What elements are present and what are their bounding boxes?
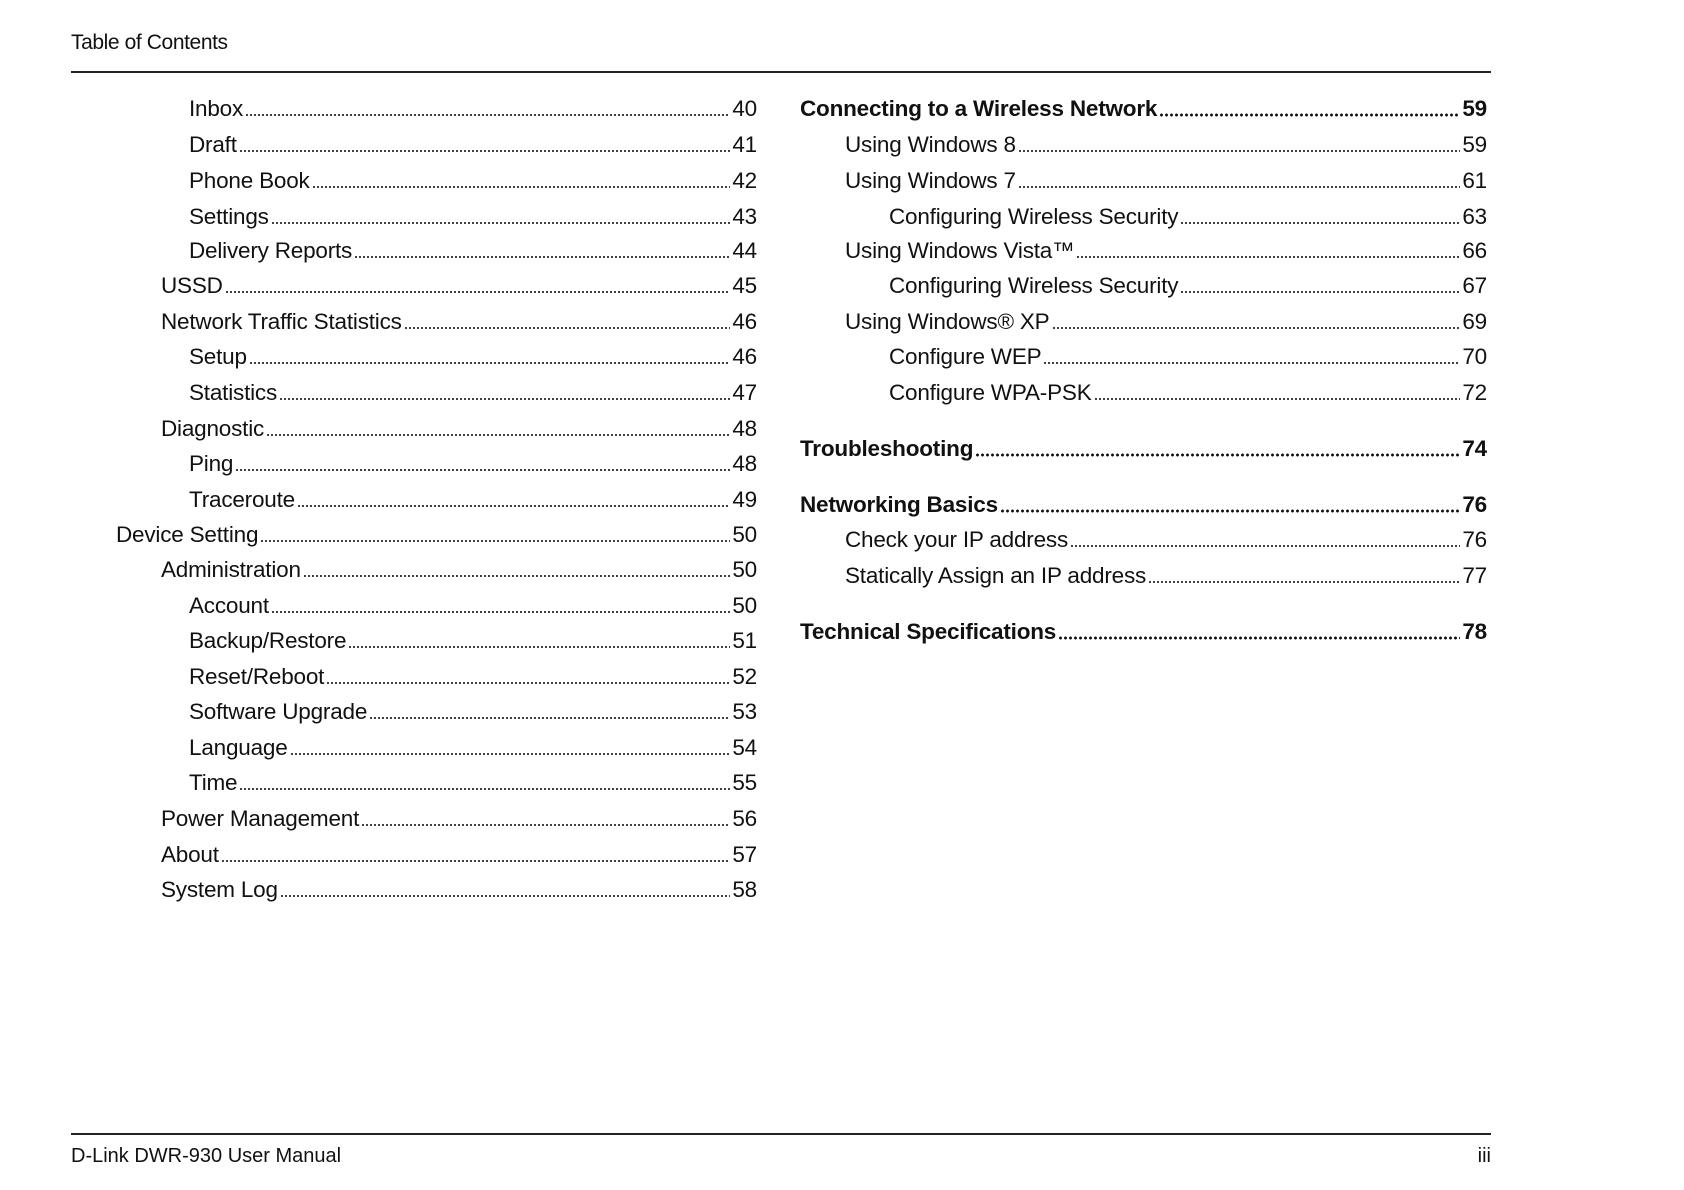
toc-entry-page: 43 bbox=[732, 204, 757, 229]
toc-entry[interactable] bbox=[189, 449, 757, 479]
toc-entry[interactable] bbox=[845, 307, 1487, 337]
toc-entry[interactable] bbox=[161, 307, 757, 337]
toc-entry-label: Administration bbox=[161, 557, 301, 582]
toc-entry-label: About bbox=[161, 842, 219, 867]
dot-leader bbox=[260, 539, 730, 543]
toc-entry[interactable] bbox=[189, 697, 757, 727]
dot-leader bbox=[303, 574, 731, 578]
toc-entry-label: System Log bbox=[161, 877, 278, 902]
toc-entry[interactable] bbox=[189, 378, 757, 408]
dot-leader bbox=[239, 149, 731, 153]
footer-divider bbox=[71, 1133, 1491, 1135]
toc-entry-page: 46 bbox=[732, 309, 757, 334]
toc-entry-label: Inbox bbox=[189, 96, 244, 121]
toc-entry-label: Account bbox=[189, 593, 269, 618]
toc-entry-label: Software Upgrade bbox=[189, 699, 368, 724]
page-header-title: Table of Contents bbox=[71, 31, 228, 54]
toc-entry-page: 50 bbox=[732, 557, 757, 582]
toc-entry-label: Configuring Wireless Security bbox=[889, 204, 1179, 229]
dot-leader bbox=[235, 468, 730, 472]
toc-entry-label: Power Management bbox=[161, 806, 360, 831]
toc-entry-label: Connecting to a Wireless Network bbox=[800, 96, 1158, 121]
toc-entry-page: 47 bbox=[732, 380, 757, 405]
dot-leader bbox=[271, 221, 731, 225]
dot-leader bbox=[1052, 326, 1461, 330]
toc-entry-label: Draft bbox=[189, 132, 237, 157]
toc-entry-page: 76 bbox=[1462, 527, 1487, 552]
toc-entry-page: 40 bbox=[732, 96, 757, 121]
toc-entry-page: 61 bbox=[1462, 168, 1487, 193]
dot-leader bbox=[1180, 290, 1460, 294]
toc-entry-label: Check your IP address bbox=[845, 527, 1068, 552]
toc-entry-label: Configure WEP bbox=[889, 344, 1042, 369]
toc-entry[interactable] bbox=[800, 434, 1487, 464]
dot-leader bbox=[271, 610, 730, 614]
dot-leader bbox=[279, 397, 730, 401]
toc-entry[interactable] bbox=[161, 271, 757, 301]
dot-leader bbox=[326, 681, 730, 685]
toc-entry-page: 56 bbox=[732, 806, 757, 831]
toc-entry-page: 74 bbox=[1462, 436, 1487, 461]
toc-entry[interactable] bbox=[845, 236, 1487, 266]
toc-entry-page: 50 bbox=[732, 593, 757, 618]
toc-entry-label: Language bbox=[189, 735, 288, 760]
footer-manual-title: D-Link DWR-930 User Manual bbox=[71, 1145, 342, 1167]
toc-entry-label: Reset/Reboot bbox=[189, 664, 325, 689]
toc-entry-label: Network Traffic Statistics bbox=[161, 309, 402, 334]
toc-entry[interactable] bbox=[800, 94, 1487, 124]
toc-entry-label: Using Windows® XP bbox=[845, 309, 1050, 334]
toc-entry-page: 41 bbox=[732, 132, 757, 157]
dot-leader bbox=[1180, 221, 1460, 225]
toc-entry[interactable] bbox=[161, 875, 757, 905]
toc-entry-page: 59 bbox=[1462, 96, 1487, 121]
toc-entry[interactable] bbox=[800, 617, 1487, 647]
toc-entry-label: Networking Basics bbox=[800, 492, 998, 517]
dot-leader bbox=[1018, 185, 1461, 189]
toc-entry-label: Using Windows 8 bbox=[845, 132, 1016, 157]
toc-entry[interactable] bbox=[189, 236, 757, 266]
toc-entry-page: 67 bbox=[1462, 273, 1487, 298]
toc-entry-page: 58 bbox=[732, 877, 757, 902]
toc-entry-page: 46 bbox=[732, 344, 757, 369]
toc-entry-page: 66 bbox=[1462, 238, 1487, 263]
dot-leader bbox=[297, 504, 730, 508]
dot-leader bbox=[1000, 509, 1460, 513]
toc-entry-page: 55 bbox=[732, 770, 757, 795]
toc-entry-page: 48 bbox=[732, 416, 757, 441]
dot-leader bbox=[361, 823, 730, 827]
toc-entry-label: Setup bbox=[189, 344, 247, 369]
toc-entry[interactable] bbox=[189, 166, 757, 196]
toc-entry[interactable] bbox=[189, 342, 757, 372]
toc-entry-page: 77 bbox=[1462, 563, 1487, 588]
dot-leader bbox=[1058, 636, 1460, 640]
toc-entry[interactable] bbox=[189, 94, 757, 124]
toc-entry[interactable] bbox=[189, 202, 757, 232]
toc-entry-label: Device Setting bbox=[116, 522, 259, 547]
toc-entry[interactable] bbox=[161, 840, 757, 870]
toc-entry[interactable] bbox=[189, 130, 757, 160]
toc-entry[interactable] bbox=[845, 525, 1487, 555]
toc-entry[interactable] bbox=[189, 591, 757, 621]
dot-leader bbox=[1076, 255, 1460, 259]
toc-entry[interactable] bbox=[845, 561, 1487, 591]
toc-entry-page: 45 bbox=[732, 273, 757, 298]
toc-entry[interactable] bbox=[889, 271, 1487, 301]
toc-entry-page: 53 bbox=[732, 699, 757, 724]
dot-leader bbox=[1148, 580, 1460, 584]
toc-entry[interactable] bbox=[889, 202, 1487, 232]
toc-entry-page: 72 bbox=[1462, 380, 1487, 405]
toc-entry-label: Delivery Reports bbox=[189, 238, 353, 263]
dot-leader bbox=[290, 752, 731, 756]
dot-leader bbox=[1018, 149, 1461, 153]
toc-entry-page: 44 bbox=[732, 238, 757, 263]
toc-entry-label: Traceroute bbox=[189, 487, 295, 512]
toc-entry-label: Time bbox=[189, 770, 238, 795]
dot-leader bbox=[1070, 544, 1460, 548]
toc-entry[interactable] bbox=[161, 804, 757, 834]
toc-entry-page: 57 bbox=[732, 842, 757, 867]
toc-entry-page: 78 bbox=[1462, 619, 1487, 644]
toc-entry-page: 42 bbox=[732, 168, 757, 193]
dot-leader bbox=[1094, 397, 1461, 401]
toc-entry[interactable] bbox=[845, 166, 1487, 196]
toc-entry-page: 70 bbox=[1462, 344, 1487, 369]
dot-leader bbox=[1043, 361, 1460, 365]
toc-entry-label: Diagnostic bbox=[161, 416, 265, 441]
dot-leader bbox=[221, 859, 731, 863]
toc-entry-label: Configure WPA-PSK bbox=[889, 380, 1092, 405]
toc-entry-page: 69 bbox=[1462, 309, 1487, 334]
toc-entry-label: Backup/Restore bbox=[189, 628, 347, 653]
toc-entry[interactable] bbox=[116, 520, 757, 550]
toc-entry-label: Using Windows 7 bbox=[845, 168, 1016, 193]
dot-leader bbox=[245, 113, 730, 117]
footer-page-number: iii bbox=[1477, 1145, 1491, 1167]
toc-entry-label: Technical Specifications bbox=[800, 619, 1057, 644]
toc-entry-page: 59 bbox=[1462, 132, 1487, 157]
dot-leader bbox=[354, 255, 730, 259]
toc-entry-label: Troubleshooting bbox=[800, 436, 974, 461]
dot-leader bbox=[280, 894, 731, 898]
toc-entry-page: 76 bbox=[1462, 492, 1487, 517]
toc-entry[interactable] bbox=[800, 490, 1487, 520]
toc-entry-page: 48 bbox=[732, 451, 757, 476]
toc-entry[interactable] bbox=[889, 342, 1487, 372]
toc-entry-label: Statistics bbox=[189, 380, 278, 405]
toc-entry[interactable] bbox=[161, 555, 757, 585]
dot-leader bbox=[1159, 113, 1460, 117]
toc-entry-page: 51 bbox=[732, 628, 757, 653]
header-divider bbox=[71, 71, 1491, 73]
dot-leader bbox=[404, 326, 731, 330]
dot-leader bbox=[369, 716, 730, 720]
toc-entry-page: 54 bbox=[732, 735, 757, 760]
toc-entry-page: 52 bbox=[732, 664, 757, 689]
toc-entry[interactable] bbox=[189, 662, 757, 692]
toc-entry-page: 50 bbox=[732, 522, 757, 547]
dot-leader bbox=[225, 290, 731, 294]
dot-leader bbox=[975, 453, 1460, 457]
toc-entry-label: Configuring Wireless Security bbox=[889, 273, 1179, 298]
toc-entry[interactable] bbox=[889, 378, 1487, 408]
toc-entry[interactable] bbox=[189, 626, 757, 656]
toc-entry[interactable] bbox=[189, 768, 757, 798]
toc-entry-label: Using Windows Vista™ bbox=[845, 238, 1075, 263]
dot-leader bbox=[312, 185, 731, 189]
dot-leader bbox=[249, 361, 731, 365]
toc-entry-label: Phone Book bbox=[189, 168, 310, 193]
dot-leader bbox=[266, 433, 730, 437]
toc-entry-page: 63 bbox=[1462, 204, 1487, 229]
toc-entry-label: Settings bbox=[189, 204, 269, 229]
toc-entry-page: 49 bbox=[732, 487, 757, 512]
toc-entry-label: Statically Assign an IP address bbox=[845, 563, 1147, 588]
toc-entry[interactable] bbox=[189, 485, 757, 515]
toc-entry[interactable] bbox=[845, 130, 1487, 160]
toc-entry-label: Ping bbox=[189, 451, 234, 476]
dot-leader bbox=[239, 787, 730, 791]
toc-entry[interactable] bbox=[161, 414, 757, 444]
toc-entry-label: USSD bbox=[161, 273, 223, 298]
toc-entry[interactable] bbox=[189, 733, 757, 763]
dot-leader bbox=[348, 645, 730, 649]
